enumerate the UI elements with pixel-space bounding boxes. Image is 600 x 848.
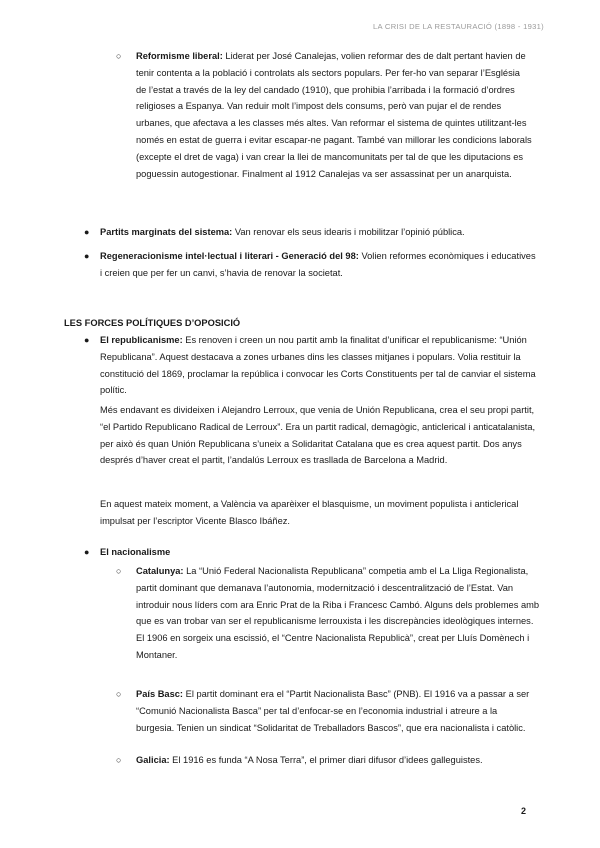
reformisme-liberal-label: Reformisme liberal: xyxy=(136,51,223,61)
partits-marginats-paragraph xyxy=(100,224,536,241)
partits-marginats-label: Partits marginats del sistema: xyxy=(100,227,233,237)
republicanisme-label: El republicanisme: xyxy=(100,335,183,345)
page-number: 2 xyxy=(520,806,526,816)
regeneracionisme-label: Regeneracionisme intel·lectual i literari - Generació del 98: xyxy=(100,251,359,261)
galicia-paragraph xyxy=(136,752,548,769)
reformisme-liberal-text: Liderat per José Canalejas, volien reformar des de dalt pertant havien de tenir contenta a la població i controlats als sectors populars. Per fer-ho van separar l’Església de l’estat a través de la ley del candado (1910), que prohibia l’arribada i la formació d’ordres religioses a Espanya. Van reduir molt l’impost dels consums, però van pujar el de rendes urbanes, que afectava a les classes més altes. Van reformar el sistema de quintes utilitzant-les només en estat de guerra i evitar escapar-ne pagant. També van millorar les condicions laborals (excepte el dret de vaga) i van crear la llei de mancomunitats per tal de que les diputacions es poguessin autogestionar. Finalment al 1912 Canalejas va ser assassinat per un anarquista. xyxy=(136,51,532,179)
catalunya-paragraph xyxy=(136,563,540,664)
section-heading: LES FORCES POLÍTIQUES D’OPOSICIÓ xyxy=(64,318,241,328)
partits-marginats-text: Van renovar els seus idearis i mobilitzar l’opinió pública. xyxy=(232,227,465,237)
filled-bullet-icon: ● xyxy=(84,547,90,557)
pais-basc-text: El partit dominant era el “Partit Nacionalista Basc” (PNB). El 1916 va a passar a ser “Comunió Nacionalista Basca” per tal d’enfocar-se en l’economia industrial i atreure a la burgesia. Tenien un sindicat “Solidaritat de Treballadors Bascos”, que era nacionalista i catòlic. xyxy=(136,689,530,733)
hollow-bullet-icon: ○ xyxy=(116,566,122,576)
republicanisme-paragraph-2: Més endavant es divideixen i Alejandro Lerroux, que venia de Unión Republicana, crea el seu propi partit, “el Partido Republicano Radical de Lerroux”. Era un partit radical, demagògic, anticlerical i anticatalanista, per això és quan Unión Republicana s’uneix a Solidaritat Catalana que es crea aquest partit. Dos anys després d’haver creat el partit, l’andalús Lerroux es trasllada de Barcelona a Madrid. xyxy=(100,405,536,466)
republicanisme-paragraph-3: En aquest mateix moment, a València va aparèixer el blasquisme, un moviment populista i anticlerical impulsat per l’escriptor Vicente Blasco Ibáñez. xyxy=(100,499,519,526)
running-header: LA CRISI DE LA RESTAURACIÓ (1898 - 1931) xyxy=(373,22,544,31)
republicanisme-paragraph xyxy=(100,332,538,399)
filled-bullet-icon: ● xyxy=(84,227,90,237)
regeneracionisme-text: Volien reformes econòmiques i educatives i creien que per fer un canvi, s’havia de renovar la societat. xyxy=(100,251,536,278)
regeneracionisme-paragraph xyxy=(100,248,536,282)
catalunya-text: La “Unió Federal Nacionalista Republicana” competia amb el La Lliga Regionalista, partit dominant que demanava l’autonomia, modernització i descentralització de l’Estat. Van introduir nous líders com ara Enric Prat de la Riba i Francesc Cambó. Alguns dels problemes amb que es van trobar van ser el republicanisme lerrouxista i les discrepàncies ideològiques internes. El 1906 en sorgeix una escissió, el “Centre Nacionalista Republicà”, creat per Lluís Domènech i Montaner. xyxy=(136,566,540,660)
galicia-text: El 1916 es funda “A Nosa Terra”, el primer diari difusor d’idees galleguistes. xyxy=(169,755,483,765)
filled-bullet-icon: ● xyxy=(84,335,90,345)
reformisme-liberal-paragraph xyxy=(136,48,532,182)
hollow-bullet-icon: ○ xyxy=(116,689,122,699)
republicanisme-text: Es renoven i creen un nou partit amb la finalitat d’unificar el republicanisme: “Unión Republicana”. Aquest destacava a zones urbanes dins les classes mitjanes i populars. Volia restituir la constitució del 1869, proclamar la república i convocar les Corts Constituents per tal de canviar el sistema polític. xyxy=(100,335,536,396)
galicia-label: Galicia: xyxy=(136,755,170,765)
filled-bullet-icon: ● xyxy=(84,251,90,261)
pais-basc-paragraph xyxy=(136,686,536,736)
nacionalisme-heading: El nacionalisme xyxy=(100,547,171,557)
hollow-bullet-icon: ○ xyxy=(116,755,122,765)
hollow-bullet-icon: ○ xyxy=(116,51,122,61)
pais-basc-label: País Basc: xyxy=(136,689,184,699)
catalunya-label: Catalunya: xyxy=(136,566,184,576)
